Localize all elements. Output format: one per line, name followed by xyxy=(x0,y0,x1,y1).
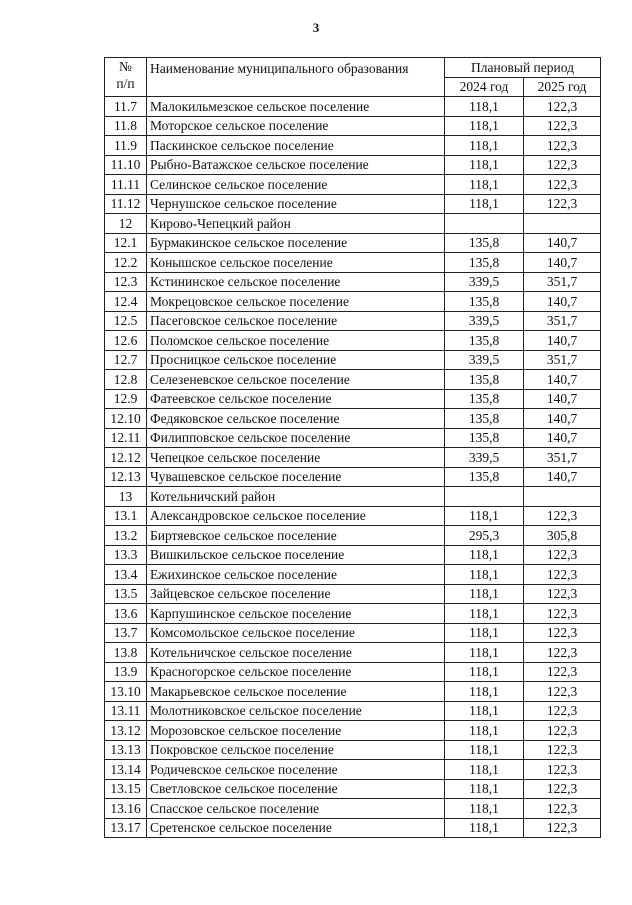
table-row xyxy=(105,409,601,429)
row-name: Моторское сельское поселение xyxy=(147,116,445,136)
table-row xyxy=(105,428,601,448)
table-row xyxy=(105,701,601,721)
row-number: 12.10 xyxy=(105,409,147,429)
row-number: 13.15 xyxy=(105,779,147,799)
row-value-2025: 122,3 xyxy=(524,701,601,721)
row-number: 13.6 xyxy=(105,604,147,624)
table-row xyxy=(105,623,601,643)
row-value-2025: 122,3 xyxy=(524,799,601,819)
row-name: Вишкильское сельское поселение xyxy=(147,545,445,565)
row-value-2025: 122,3 xyxy=(524,662,601,682)
row-value-2025: 351,7 xyxy=(524,311,601,331)
row-value-2024: 118,1 xyxy=(445,623,524,643)
row-value-2024: 118,1 xyxy=(445,682,524,702)
row-value-2024: 135,8 xyxy=(445,428,524,448)
row-value-2024: 118,1 xyxy=(445,545,524,565)
row-number: 11.11 xyxy=(105,175,147,195)
table-row xyxy=(105,97,601,117)
row-value-2025: 122,3 xyxy=(524,682,601,702)
table-row xyxy=(105,370,601,390)
row-name: Рыбно-Ватажское сельское поселение xyxy=(147,155,445,175)
row-value-2024: 118,1 xyxy=(445,760,524,780)
row-number: 12.13 xyxy=(105,467,147,487)
row-name: Просницкое сельское поселение xyxy=(147,350,445,370)
row-number: 12.2 xyxy=(105,253,147,273)
row-value-2024: 118,1 xyxy=(445,779,524,799)
table-row xyxy=(105,389,601,409)
budget-table xyxy=(104,57,601,838)
row-number: 13.4 xyxy=(105,565,147,585)
row-value-2024: 118,1 xyxy=(445,116,524,136)
table-row xyxy=(105,292,601,312)
row-name: Молотниковское сельское поселение xyxy=(147,701,445,721)
row-number: 13.13 xyxy=(105,740,147,760)
row-number: 13.10 xyxy=(105,682,147,702)
row-value-2025: 122,3 xyxy=(524,604,601,624)
table-row xyxy=(105,350,601,370)
row-value-2024: 118,1 xyxy=(445,136,524,156)
row-value-2025: 122,3 xyxy=(524,740,601,760)
row-number: 13.7 xyxy=(105,623,147,643)
row-value-2025: 122,3 xyxy=(524,116,601,136)
table-row xyxy=(105,155,601,175)
table-row xyxy=(105,643,601,663)
row-value-2024 xyxy=(445,214,524,234)
row-value-2025: 122,3 xyxy=(524,818,601,838)
row-number: 11.9 xyxy=(105,136,147,156)
row-value-2024: 135,8 xyxy=(445,233,524,253)
row-name: Фатеевское сельское поселение xyxy=(147,389,445,409)
row-value-2024: 118,1 xyxy=(445,740,524,760)
table-row xyxy=(105,760,601,780)
row-value-2025: 140,7 xyxy=(524,409,601,429)
row-value-2024: 118,1 xyxy=(445,701,524,721)
table-row xyxy=(105,818,601,838)
row-number: 13.8 xyxy=(105,643,147,663)
row-value-2025: 351,7 xyxy=(524,448,601,468)
row-value-2025: 122,3 xyxy=(524,584,601,604)
row-name: Селезеневское сельское поселение xyxy=(147,370,445,390)
row-name: Карпушинское сельское поселение xyxy=(147,604,445,624)
row-name: Зайцевское сельское поселение xyxy=(147,584,445,604)
header-name: Наименование муниципального образования xyxy=(147,58,445,97)
row-value-2024: 118,1 xyxy=(445,175,524,195)
row-value-2024: 135,8 xyxy=(445,292,524,312)
row-value-2025: 122,3 xyxy=(524,760,601,780)
table-row xyxy=(105,662,601,682)
row-value-2025: 140,7 xyxy=(524,331,601,351)
row-value-2025: 140,7 xyxy=(524,428,601,448)
row-value-2025: 140,7 xyxy=(524,370,601,390)
row-name: Котельничский район xyxy=(147,487,445,507)
row-value-2025: 122,3 xyxy=(524,643,601,663)
row-name: Поломское сельское поселение xyxy=(147,331,445,351)
row-value-2024: 118,1 xyxy=(445,194,524,214)
row-name: Чернушское сельское поселение xyxy=(147,194,445,214)
row-value-2025: 122,3 xyxy=(524,97,601,117)
row-value-2024: 118,1 xyxy=(445,584,524,604)
row-name: Сретенское сельское поселение xyxy=(147,818,445,838)
row-number: 11.10 xyxy=(105,155,147,175)
row-value-2024: 118,1 xyxy=(445,97,524,117)
header-year-2024: 2024 год xyxy=(445,77,524,97)
row-name: Мокрецовское сельское поселение xyxy=(147,292,445,312)
row-number: 12.12 xyxy=(105,448,147,468)
row-value-2025 xyxy=(524,487,601,507)
table-body xyxy=(105,97,601,838)
row-number: 13.3 xyxy=(105,545,147,565)
row-name: Родичевское сельское поселение xyxy=(147,760,445,780)
row-number: 13.5 xyxy=(105,584,147,604)
table-row xyxy=(105,253,601,273)
row-name: Селинское сельское поселение xyxy=(147,175,445,195)
row-name: Александровское сельское поселение xyxy=(147,506,445,526)
row-value-2024: 135,8 xyxy=(445,467,524,487)
row-number: 13.14 xyxy=(105,760,147,780)
row-value-2025: 140,7 xyxy=(524,292,601,312)
header-number-line1: № xyxy=(119,59,132,74)
row-number: 12.1 xyxy=(105,233,147,253)
row-value-2024: 339,5 xyxy=(445,350,524,370)
row-value-2024: 118,1 xyxy=(445,565,524,585)
row-number: 12.9 xyxy=(105,389,147,409)
row-name: Федяковское сельское поселение xyxy=(147,409,445,429)
row-number: 13.11 xyxy=(105,701,147,721)
row-number: 12 xyxy=(105,214,147,234)
row-value-2024: 339,5 xyxy=(445,272,524,292)
row-name: Пасеговское сельское поселение xyxy=(147,311,445,331)
row-value-2025: 122,3 xyxy=(524,623,601,643)
row-number: 12.3 xyxy=(105,272,147,292)
row-name: Кирово-Чепецкий район xyxy=(147,214,445,234)
table-row xyxy=(105,194,601,214)
row-value-2024: 135,8 xyxy=(445,253,524,273)
row-number: 12.4 xyxy=(105,292,147,312)
row-value-2025: 122,3 xyxy=(524,194,601,214)
table-row xyxy=(105,311,601,331)
row-name: Бурмакинское сельское поселение xyxy=(147,233,445,253)
row-value-2025: 351,7 xyxy=(524,272,601,292)
row-number: 13.16 xyxy=(105,799,147,819)
table-row xyxy=(105,272,601,292)
table-row xyxy=(105,506,601,526)
row-name: Спасское сельское поселение xyxy=(147,799,445,819)
row-value-2025 xyxy=(524,214,601,234)
table-row xyxy=(105,526,601,546)
row-value-2025: 122,3 xyxy=(524,779,601,799)
row-value-2025: 122,3 xyxy=(524,155,601,175)
row-name: Ежихинское сельское поселение xyxy=(147,565,445,585)
table-row xyxy=(105,565,601,585)
row-name: Биртяевское сельское поселение xyxy=(147,526,445,546)
row-number: 12.8 xyxy=(105,370,147,390)
row-value-2024: 339,5 xyxy=(445,448,524,468)
row-value-2024: 135,8 xyxy=(445,370,524,390)
table-row xyxy=(105,331,601,351)
row-value-2025: 122,3 xyxy=(524,565,601,585)
table-row xyxy=(105,779,601,799)
header-number xyxy=(105,58,147,97)
row-value-2024: 135,8 xyxy=(445,331,524,351)
row-number: 11.7 xyxy=(105,97,147,117)
table-row xyxy=(105,116,601,136)
row-name: Красногорское сельское поселение xyxy=(147,662,445,682)
table-row xyxy=(105,799,601,819)
table-row xyxy=(105,740,601,760)
row-value-2025: 122,3 xyxy=(524,175,601,195)
row-value-2025: 122,3 xyxy=(524,136,601,156)
row-name: Чувашевское сельское поселение xyxy=(147,467,445,487)
row-number: 12.7 xyxy=(105,350,147,370)
row-value-2025: 122,3 xyxy=(524,545,601,565)
row-value-2024: 295,3 xyxy=(445,526,524,546)
row-value-2024: 118,1 xyxy=(445,662,524,682)
table-row xyxy=(105,448,601,468)
row-value-2024: 118,1 xyxy=(445,799,524,819)
row-value-2024: 135,8 xyxy=(445,389,524,409)
row-name: Паскинское сельское поселение xyxy=(147,136,445,156)
row-value-2025: 140,7 xyxy=(524,233,601,253)
table-row xyxy=(105,682,601,702)
row-value-2024: 339,5 xyxy=(445,311,524,331)
row-name: Светловское сельское поселение xyxy=(147,779,445,799)
row-number: 13.1 xyxy=(105,506,147,526)
row-name: Котельничское сельское поселение xyxy=(147,643,445,663)
row-number: 13.9 xyxy=(105,662,147,682)
row-name: Покровское сельское поселение xyxy=(147,740,445,760)
row-name: Конышское сельское поселение xyxy=(147,253,445,273)
table-row xyxy=(105,233,601,253)
table-row xyxy=(105,545,601,565)
row-value-2024: 135,8 xyxy=(445,409,524,429)
table-row xyxy=(105,487,601,507)
table-row xyxy=(105,175,601,195)
header-number-line2: п/п xyxy=(116,76,135,91)
row-value-2025: 140,7 xyxy=(524,253,601,273)
row-value-2024: 118,1 xyxy=(445,506,524,526)
row-number: 13.2 xyxy=(105,526,147,546)
row-number: 13 xyxy=(105,487,147,507)
row-value-2025: 122,3 xyxy=(524,721,601,741)
row-value-2024: 118,1 xyxy=(445,155,524,175)
row-number: 11.8 xyxy=(105,116,147,136)
table-row xyxy=(105,721,601,741)
row-value-2024 xyxy=(445,487,524,507)
row-number: 12.5 xyxy=(105,311,147,331)
row-name: Филипповское сельское поселение xyxy=(147,428,445,448)
row-value-2024: 118,1 xyxy=(445,721,524,741)
row-value-2025: 140,7 xyxy=(524,389,601,409)
table-row xyxy=(105,136,601,156)
row-value-2024: 118,1 xyxy=(445,604,524,624)
header-year-2025: 2025 год xyxy=(524,77,601,97)
row-name: Морозовское сельское поселение xyxy=(147,721,445,741)
row-value-2024: 118,1 xyxy=(445,818,524,838)
row-name: Макарьевское сельское поселение xyxy=(147,682,445,702)
row-number: 12.11 xyxy=(105,428,147,448)
page-number: 3 xyxy=(312,20,320,35)
row-number: 11.12 xyxy=(105,194,147,214)
header-period: Плановый период xyxy=(445,58,601,78)
row-value-2025: 140,7 xyxy=(524,467,601,487)
row-name: Комсомольское сельское поселение xyxy=(147,623,445,643)
table-row xyxy=(105,584,601,604)
row-value-2025: 122,3 xyxy=(524,506,601,526)
row-number: 13.17 xyxy=(105,818,147,838)
row-number: 12.6 xyxy=(105,331,147,351)
row-name: Кстининское сельское поселение xyxy=(147,272,445,292)
row-number: 13.12 xyxy=(105,721,147,741)
row-value-2025: 305,8 xyxy=(524,526,601,546)
row-value-2025: 351,7 xyxy=(524,350,601,370)
table-row xyxy=(105,604,601,624)
row-value-2024: 118,1 xyxy=(445,643,524,663)
row-name: Чепецкое сельское поселение xyxy=(147,448,445,468)
row-name: Малокильмезское сельское поселение xyxy=(147,97,445,117)
table-row xyxy=(105,214,601,234)
table-row xyxy=(105,467,601,487)
